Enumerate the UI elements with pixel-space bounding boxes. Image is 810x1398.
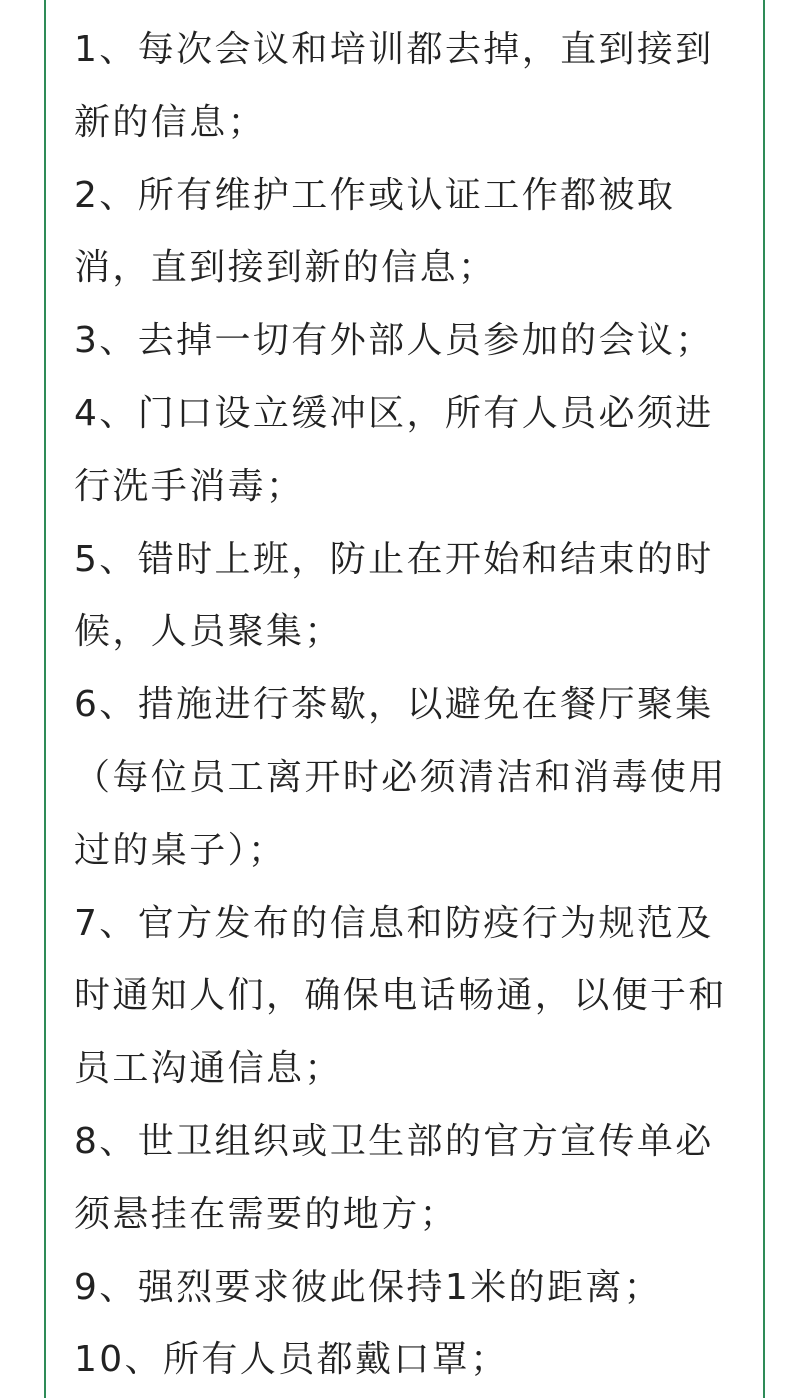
article-frame <box>44 0 765 1398</box>
measure-item-6: 6、措施进行茶歇，以避免在餐厅聚集（每位员工离开时必须清洁和消毒使用过的桌子）； <box>74 684 727 871</box>
measure-item-7: 7、官方发布的信息和防疫行为规范及时通知人们，确保电话畅通，以便于和员工沟通信息； <box>74 902 727 1090</box>
measures-list <box>74 14 744 1397</box>
measure-item-1: 1、每次会议和培训都去掉，直到接到新的信息； <box>74 29 714 143</box>
measure-item-4: 4、门口设立缓冲区，所有人员必须进行洗手消毒； <box>74 392 714 507</box>
measure-item-3: 3、去掉一切有外部人员参加的会议； <box>74 320 714 362</box>
measure-item-8: 8、世卫组织或卫生部的官方宣传单必须悬挂在需要的地方； <box>74 1120 714 1235</box>
measure-item-9: 9、强烈要求彼此保持1米的距离； <box>74 1266 663 1308</box>
measure-item-5: 5、错时上班，防止在开始和结束的时候，人员聚集； <box>74 538 714 653</box>
measure-item-10: 10、所有人员都戴口罩； <box>74 1339 509 1381</box>
measure-item-2: 2、所有维护工作或认证工作都被取消，直到接到新的信息； <box>74 174 676 289</box>
